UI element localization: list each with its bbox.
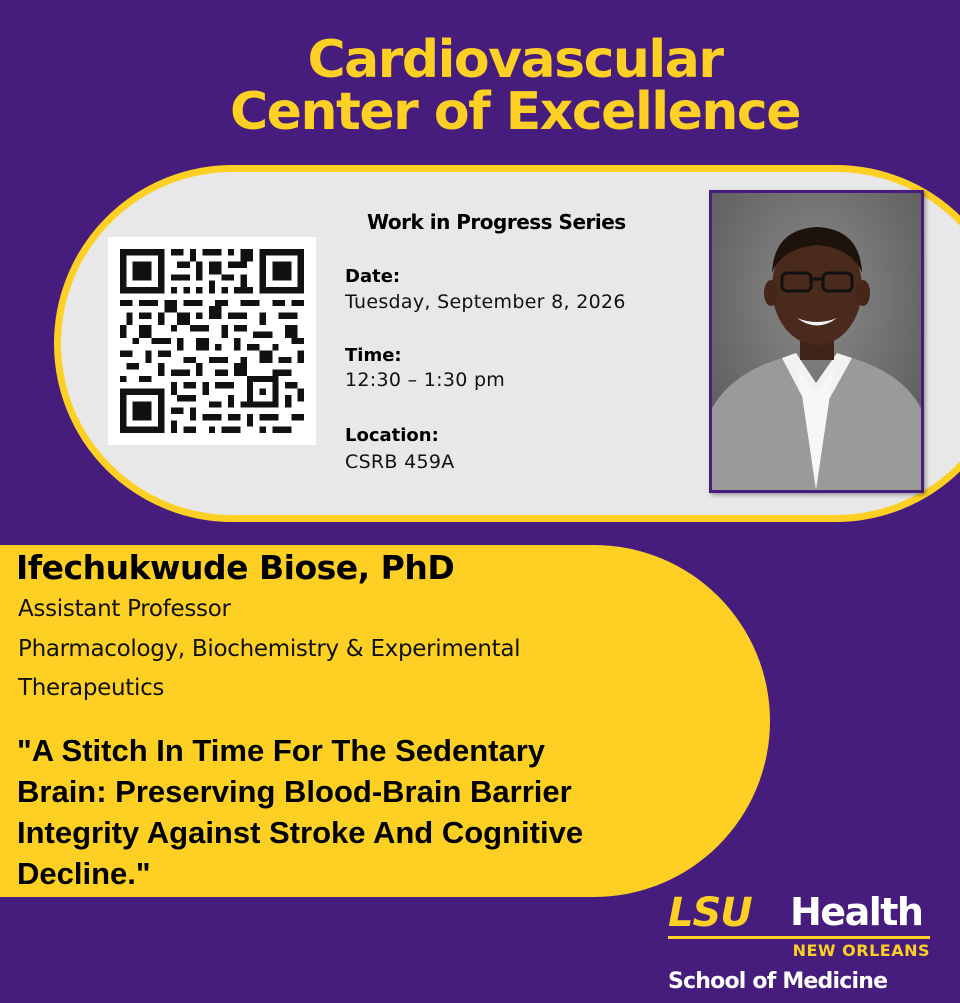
talk-title-line-2: Brain: Preserving Blood-Brain Barrier: [17, 774, 572, 809]
talk-title-line-4: Decline.": [17, 856, 151, 891]
time-label: Time:: [345, 345, 402, 366]
location-value: CSRB 459A: [345, 451, 455, 473]
location-label: Location:: [345, 425, 439, 446]
title-line-2: Center of Excellence: [230, 82, 800, 142]
time-value: 12:30 – 1:30 pm: [345, 369, 506, 391]
speaker-department-line-1: Pharmacology, Biochemistry & Experimental: [18, 636, 521, 662]
logo-health: Health: [790, 890, 923, 934]
date-label: Date:: [345, 266, 401, 287]
talk-title-line-3: Integrity Against Stroke And Cognitive: [17, 815, 584, 850]
series-heading: Work in Progress Series: [367, 210, 626, 234]
speaker-department-line-2: Therapeutics: [18, 675, 165, 701]
talk-title: [17, 730, 717, 894]
lsu-health-logo: [668, 890, 930, 994]
logo-lsu: LSU: [668, 890, 752, 936]
logo-city: NEW ORLEANS: [792, 941, 930, 960]
qr-code-icon[interactable]: [108, 237, 316, 445]
speaker-name: Ifechukwude Biose, PhD: [16, 548, 455, 587]
date-value: Tuesday, September 8, 2026: [345, 291, 626, 313]
talk-title-line-1: "A Stitch In Time For The Sedentary: [17, 733, 546, 768]
logo-school: School of Medicine: [668, 969, 888, 994]
title-line-1: Cardiovascular: [307, 30, 723, 90]
speaker-photo: [709, 190, 924, 493]
logo-divider: [668, 936, 930, 939]
speaker-title: Assistant Professor: [18, 596, 231, 622]
page-title: [0, 30, 960, 142]
